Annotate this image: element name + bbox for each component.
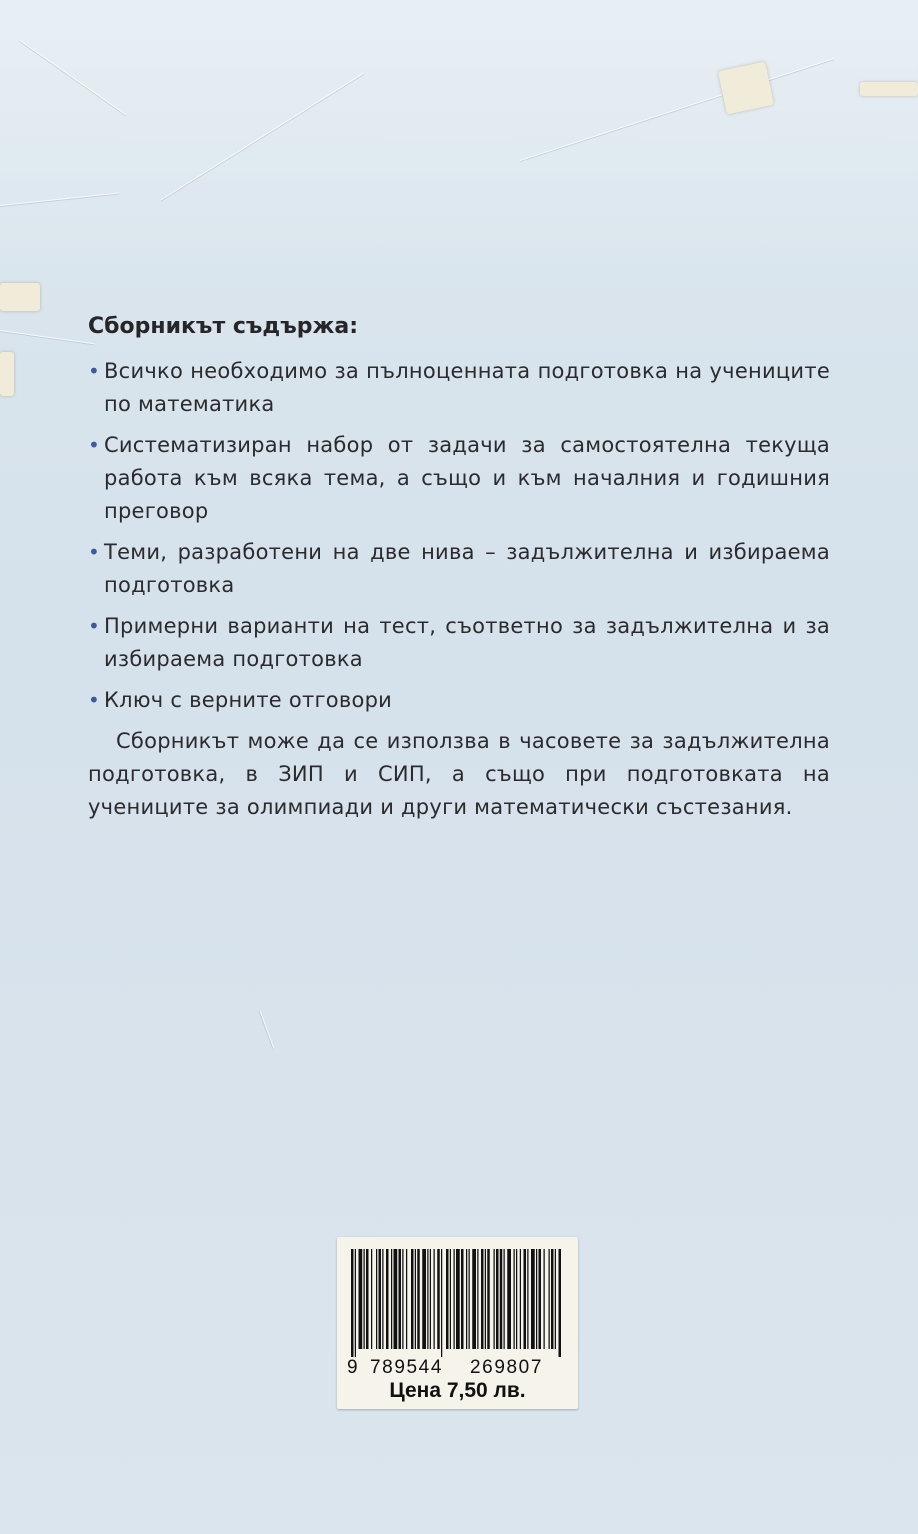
barcode-bar (406, 1249, 407, 1349)
barcode-bar (524, 1249, 527, 1349)
cover-crease (260, 1010, 275, 1048)
cover-crease (160, 73, 364, 201)
barcode-bar (366, 1249, 369, 1349)
barcode-bar (382, 1249, 383, 1349)
barcode-bar (417, 1249, 420, 1349)
barcode-bar (446, 1249, 449, 1349)
corner-wear (718, 61, 774, 114)
isbn-digit-group: 789544 (370, 1357, 444, 1378)
barcode-bar (394, 1249, 398, 1349)
barcode-bar (441, 1249, 442, 1357)
barcode-bar (355, 1249, 356, 1357)
bullet-icon: • (88, 614, 101, 638)
barcode-bar (422, 1249, 426, 1349)
isbn-digit-group: 269807 (470, 1357, 544, 1378)
barcode-bar (371, 1249, 372, 1349)
corner-wear (860, 82, 918, 96)
barcode-bar (454, 1249, 455, 1349)
list-item-text: Теми, разработени на две нива – задължителна и избираема подготовка (104, 540, 830, 597)
list-item (88, 429, 830, 528)
contents-heading: Сборникът съдържа: (88, 314, 359, 339)
barcode-bar (391, 1249, 392, 1349)
barcode-bar (456, 1249, 460, 1349)
barcode-bar (386, 1249, 389, 1349)
barcode-bar (536, 1249, 537, 1349)
barcode-bar (531, 1249, 535, 1349)
bullet-icon: • (88, 359, 101, 383)
barcode-bar (549, 1249, 550, 1349)
barcode-bar (500, 1249, 503, 1349)
barcode-bar (411, 1249, 414, 1349)
bullet-icon: • (88, 540, 101, 564)
isbn-barcode (349, 1249, 566, 1357)
barcode-bar (364, 1249, 365, 1349)
barcode-bar (379, 1249, 382, 1349)
barcode-bar (504, 1249, 505, 1349)
barcode-bar (469, 1249, 470, 1349)
price-sticker (337, 1237, 578, 1409)
barcode-bar (472, 1249, 476, 1349)
cover-crease (0, 330, 94, 344)
cover-text-block (88, 310, 830, 824)
barcode-bar (402, 1249, 403, 1349)
barcode-bar (496, 1249, 499, 1349)
edge-wear (0, 352, 14, 396)
barcode-bar (466, 1249, 467, 1349)
barcode-bar (539, 1249, 542, 1349)
barcode-bar (555, 1249, 556, 1349)
edge-wear (0, 283, 40, 311)
barcode-bar (430, 1249, 431, 1349)
list-item-text: Систематизиран набор от задачи за самостоятелна текуща работа към всяка тема, а също и към началния и годишния преговор (104, 433, 830, 523)
barcode-bar (376, 1249, 377, 1349)
cover-crease (20, 40, 127, 115)
cover-crease (520, 58, 834, 161)
barcode-bar (399, 1249, 402, 1349)
barcode-bar (494, 1249, 495, 1349)
barcode-bar (559, 1249, 562, 1357)
barcode-bar (427, 1249, 428, 1349)
barcode-bar (487, 1249, 490, 1349)
list-item-text: Примерни варианти на тест, съответно за задължителна и за избираема подготовка (104, 614, 830, 671)
barcode-bar (437, 1249, 440, 1349)
contents-list (88, 355, 830, 717)
barcode-bar (477, 1249, 478, 1349)
list-item-text: Всичко необходимо за пълноценната подготовка на учениците по математика (104, 359, 830, 416)
bullet-icon: • (88, 688, 101, 712)
bullet-icon: • (88, 433, 101, 457)
list-item-text: Ключ с верните отговори (104, 688, 393, 712)
barcode-bar (461, 1249, 464, 1349)
barcode-bar (514, 1249, 515, 1349)
list-item (88, 684, 830, 717)
barcode-bar (481, 1249, 484, 1349)
barcode-bar (551, 1249, 554, 1349)
barcode-bar (527, 1249, 528, 1349)
isbn-digit-group: 9 (347, 1357, 360, 1378)
price-label: Цена 7,50 лв. (389, 1379, 526, 1402)
barcode-bar (359, 1249, 363, 1349)
barcode-bar (434, 1249, 435, 1349)
barcode-bar (516, 1249, 517, 1349)
barcode-bar (520, 1249, 521, 1349)
barcode-bar (450, 1249, 451, 1349)
list-item (88, 610, 830, 676)
barcode-bar (544, 1249, 545, 1349)
list-item (88, 355, 830, 421)
barcode-bar (415, 1249, 416, 1349)
barcode-bar (485, 1249, 486, 1349)
usage-paragraph: Сборникът може да се използва в часовете за задължителна подготовка, в ЗИП и СИП, а също при подготовката на учениците за олимпиади и други математически състезания. (88, 729, 830, 819)
barcode-bar (507, 1249, 511, 1349)
list-item (88, 536, 830, 602)
barcode-bar (351, 1249, 354, 1357)
cover-crease (0, 192, 119, 206)
